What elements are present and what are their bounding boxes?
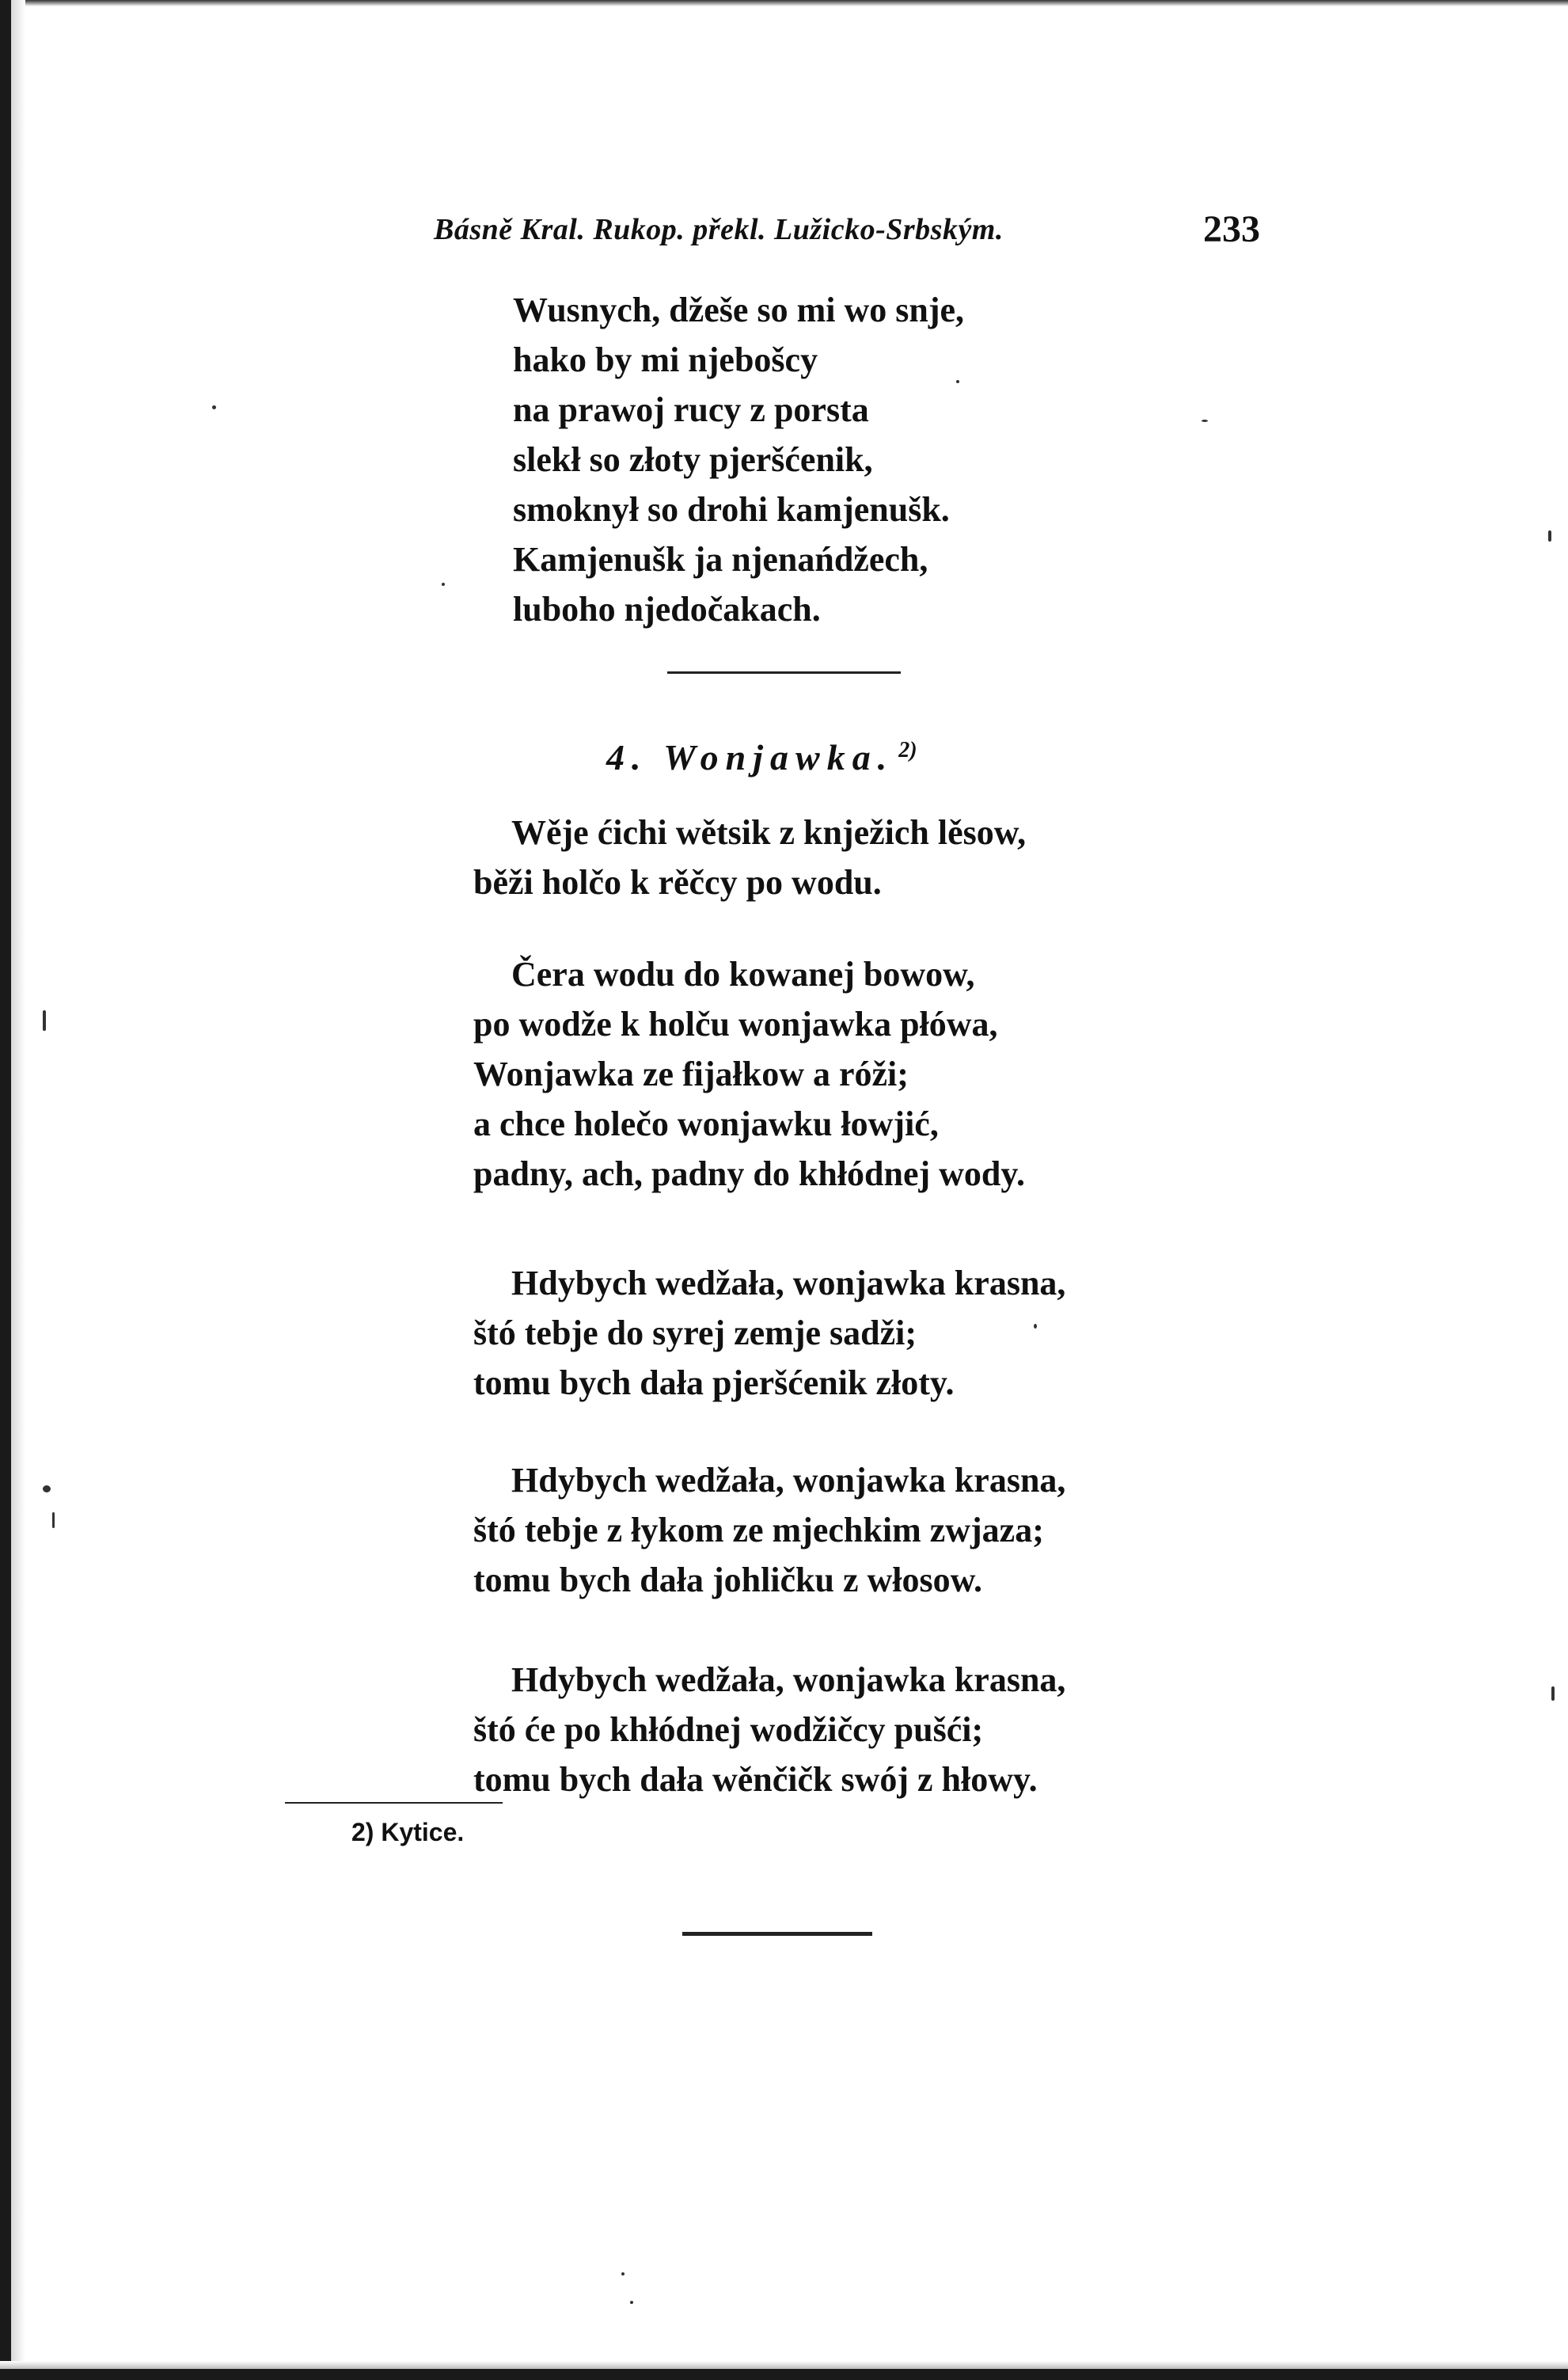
verse-line: tomu bych dała wěnčičk swój z hłowy. [473,1760,1038,1799]
verse-line: tomu bych dała pjeršćenik złoty. [473,1363,955,1402]
scan-edge-top [0,0,1568,6]
stanza-1 [513,285,964,634]
verse-line: Čera wodu do kowanej bowow, [511,955,975,994]
scan-speck [1202,420,1208,422]
end-ornament-rule [682,1932,872,1936]
stanza-6 [473,1655,1065,1804]
stanza-2 [473,808,1026,907]
verse-line: Wonjawka ze fijałkow a róži; [473,1055,909,1093]
verse-line: Hdybych wedžała, wonjawka krasna, [511,1660,1066,1699]
footnote: 2) Kytice. [351,1818,465,1846]
scan-speck [621,2272,625,2275]
stanza-5 [473,1455,1065,1605]
section-divider [667,671,901,674]
scan-speck [1548,530,1551,542]
section-heading [606,736,917,778]
scan-edge-bottom-shadow [0,2361,1568,2369]
page-number: 233 [1203,208,1260,250]
scan-speck [43,1485,51,1492]
verse-line: Hdybych wedžała, wonjawka krasna, [511,1461,1066,1500]
verse-line: tomu bych dała johličku z włosow. [473,1561,982,1599]
scan-speck [956,380,959,383]
verse-line: hako by mi njebošcy [513,340,818,379]
section-number: 4. [606,737,648,777]
verse-line: a chce holečo wonjawku łowjić, [473,1104,939,1143]
verse-line: na prawoj rucy z porsta [513,390,869,429]
stanza-4 [473,1258,1065,1408]
verse-line: Kamjenušk ja njenańdžech, [513,540,928,579]
verse-line: padny, ach, padny do khłódnej wody. [473,1154,1025,1193]
footnote-divider [285,1802,503,1804]
verse-line: smoknył so drohi kamjenušk. [513,490,950,529]
verse-line: luboho njedočakach. [513,590,821,629]
scan-speck [43,1010,46,1031]
verse-line: Wěje ćichi wětsik z knježich lěsow, [511,813,1027,852]
scan-speck [52,1512,55,1528]
verse-line: štó tebje do syrej zemje sadži; [473,1314,917,1352]
verse-line: štó će po khłódnej wodžičcy pušći; [473,1710,984,1749]
scan-speck [630,2301,633,2304]
scan-speck [212,405,216,409]
running-head: Básně Kral. Rukop. překl. Lužicko-Srbským. [434,213,1004,246]
stanza-3 [473,949,1025,1199]
verse-line: Hdybych wedžała, wonjawka krasna, [511,1264,1066,1302]
verse-line: po wodže k holču wonjawka płówa, [473,1005,998,1044]
scan-edge-left [0,0,11,2380]
verse-line: slekł so złoty pjeršćenik, [513,440,873,479]
scan-speck [442,583,445,586]
scan-edge-bottom [0,2369,1568,2380]
section-title: Wonjawka. [663,737,894,777]
verse-line: běži holčo k rěčcy po wodu. [473,863,882,902]
verse-line: Wusnych, džeše so mi wo snje, [513,291,965,329]
scan-speck [1034,1324,1037,1329]
verse-line: štó tebje z łykom ze mjechkim zwjaza; [473,1511,1044,1549]
scan-speck [1551,1686,1555,1701]
footnote-reference[interactable]: 2) [898,737,917,762]
scan-edge-left-shadow [11,0,25,2380]
